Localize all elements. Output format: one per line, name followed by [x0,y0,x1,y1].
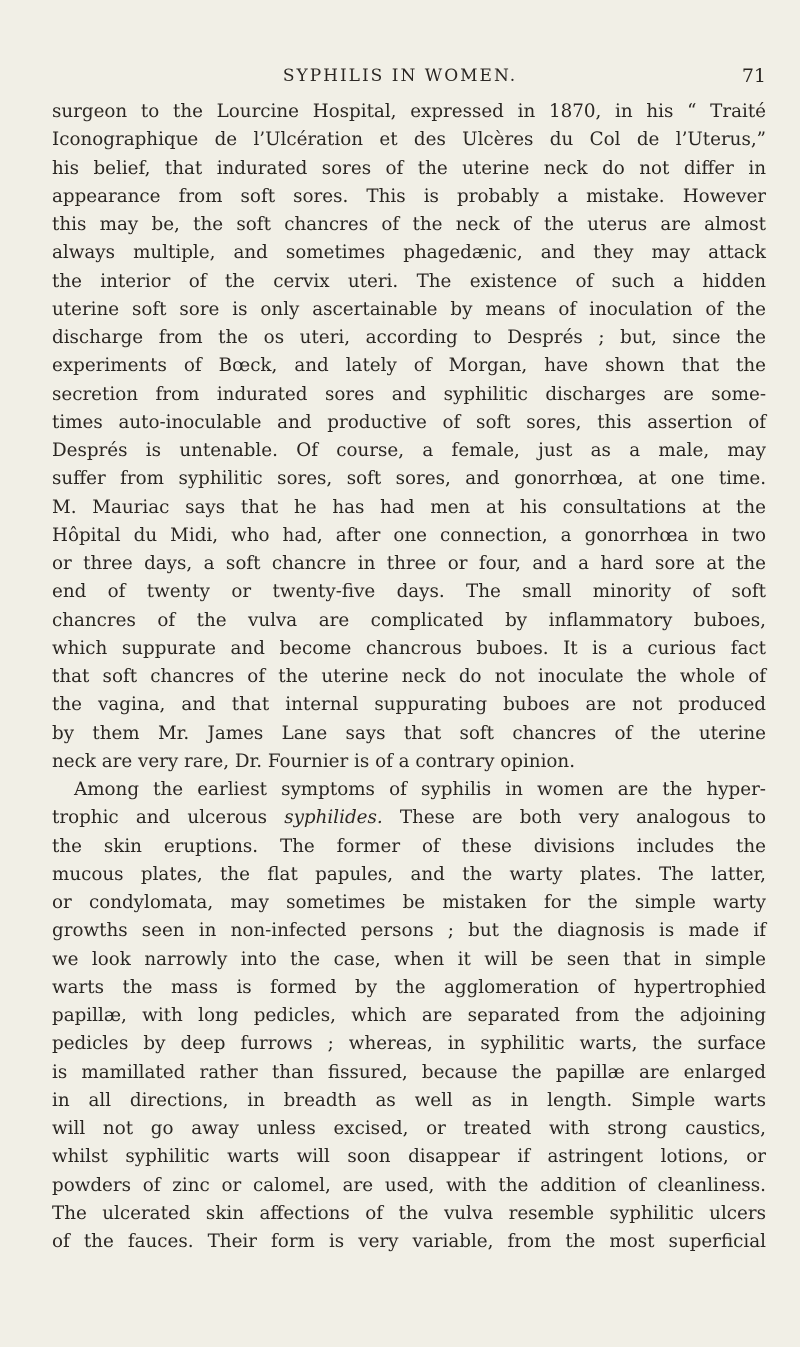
text-line-25-end: the hyper- [662,779,766,800]
body-text [0,98,800,1256]
text-line-34: pedicles by deep furrows ; whereas, in syphilitic warts, the surface [52,1033,766,1055]
text-line-10: experiments of Bœck, and lately of Morgan, have shown that the [52,355,766,377]
text-line-40: The ulcerated skin affections of the vulva resemble syphilitic ulcers [52,1202,766,1224]
text-line-27: the skin eruptions. The former of these divisions includes the [52,835,766,857]
text-line-8: uterine soft sore is only ascertainable by means of inoculation of the [52,298,766,320]
text-line-24: neck are very rare, Dr. Fournier is of a contrary opinion. [52,750,576,772]
paragraph-start: Among the earliest symptoms of syphilis in women are [74,779,649,800]
text-line-26-start: trophic and ulcerous [52,807,268,829]
text-line-36: in all directions, in breadth as well as in length. Simple warts [52,1089,766,1111]
text-line-2: Iconographique de l’Ulcération et des Ulcères du Col de l’Uterus,” [52,129,766,151]
running-title: SYPHILIS IN WOMEN. [282,66,518,86]
text-line-5: this may be, the soft chancres of the neck of the uterus are almost [52,214,766,235]
text-line-1: surgeon to the Lourcine Hospital, expressed in 1870, in his “ Traité [52,101,766,122]
text-line-19: chancres of the vulva are complicated by inflammatory buboes, [52,609,766,631]
text-line-32: warts the mass is formed by the agglomeration of hypertrophied [52,976,766,998]
text-line-37: will not go away unless excised, or treated with strong caustics, [52,1118,766,1139]
text-line-23: by them Mr. James Lane says that soft chancres of the uterine [52,722,766,744]
text-line-21: that soft chancres of the uterine neck do not inoculate the whole of [52,666,766,687]
text-line-33: papillæ, with long pedicles, which are separated from the adjoining [52,1005,766,1026]
text-line-7: the interior of the cervix uteri. The existence of such a hidden [52,270,766,292]
text-line-11: secretion from indurated sores and syphilitic discharges are some- [52,383,766,405]
text-line-41: of the fauces. Their form is very variable, from the most superficial [52,1231,766,1252]
text-line-26 [0,804,800,832]
italic-term-syphilides: syphilides. [284,807,383,829]
text-line-26-end: These are both very analogous to [399,807,767,829]
text-line-30: growths seen in non-infected persons ; but the diagnosis is made if [52,920,766,942]
text-line-12: times auto-inoculable and productive of soft sores, this assertion of [52,411,766,433]
text-line-20: which suppurate and become chancrous buboes. It is a curious fact [52,637,766,659]
text-line-6: always multiple, and sometimes phagedænic, and they may attack [52,242,766,264]
text-line-16: Hôpital du Midi, who had, after one connection, a gonorrhœa in two [52,524,766,546]
text-line-31: we look narrowly into the case, when it will be seen that in simple [52,948,766,970]
text-line-29: or condylomata, may sometimes be mistaken for the simple warty [52,892,766,913]
text-line-9: discharge from the os uteri, according to Després ; but, since the [52,327,766,348]
text-line-4: appearance from soft sores. This is probably a mistake. However [52,185,766,207]
text-line-39: powders of zinc or calomel, are used, with the addition of cleanliness. [52,1174,766,1196]
running-head [0,56,800,96]
text-line-18: end of twenty or twenty-five days. The small minority of soft [52,581,766,603]
text-line-17: or three days, a soft chancre in three or four, and a hard sore at the [52,553,766,574]
text-line-35: is mamillated rather than fissured, because the papillæ are enlarged [52,1061,766,1083]
text-line-3: his belief, that indurated sores of the uterine neck do not differ in [52,157,766,179]
text-line-15: M. Mauriac says that he has had men at his consultations at the [52,496,766,518]
text-line-38: whilst syphilitic warts will soon disappear if astringent lotions, or [52,1146,766,1168]
text-line-13: Després is untenable. Of course, a female, just as a male, may [52,440,766,461]
text-line-14: suffer from syphilitic sores, soft sores, and gonorrhœa, at one time. [52,468,766,490]
text-line-25 [0,776,800,804]
page-number: 71 [741,65,766,87]
text-line-22: the vagina, and that internal suppurating buboes are not produced [52,694,766,716]
text-line-28: mucous plates, the flat papules, and the warty plates. The latter, [52,863,766,885]
